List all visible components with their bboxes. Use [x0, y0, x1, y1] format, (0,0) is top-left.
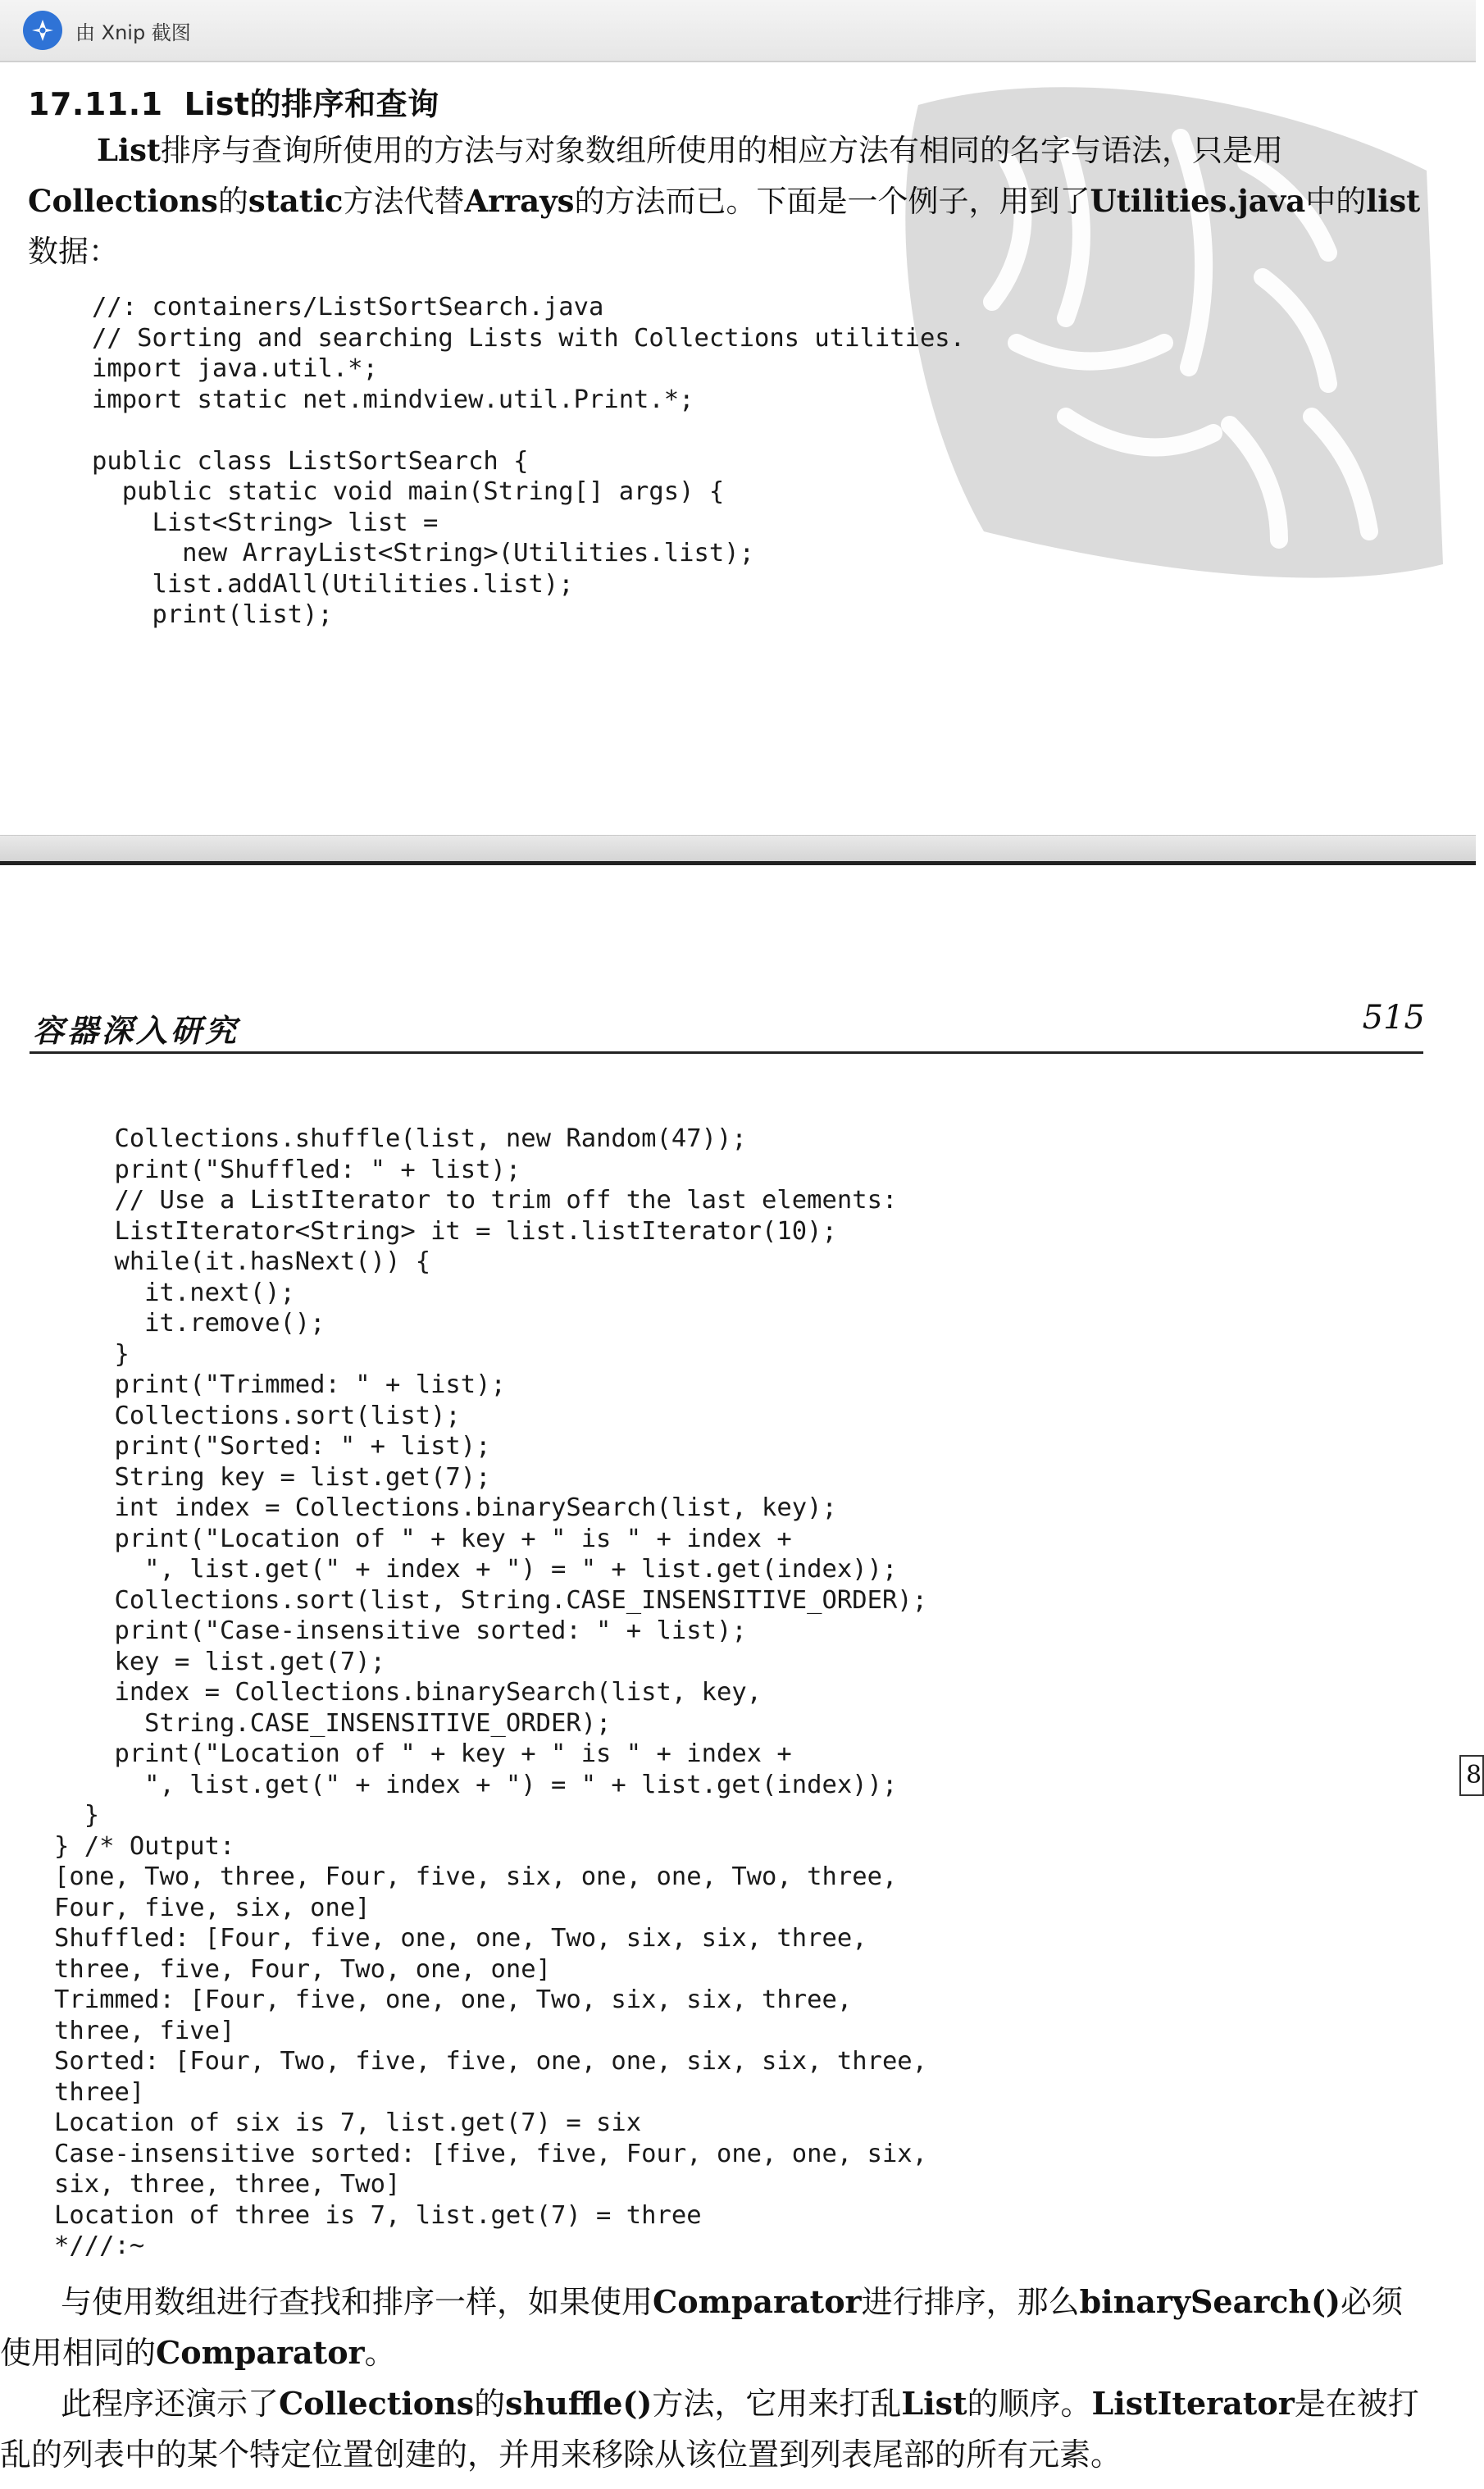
shuffle-paragraph-line-2: 乱的列表中的某个特定位置创建的，并用来移除从该位置到列表尾部的所有元素。 — [0, 2437, 1122, 2473]
margin-mark: 8 — [1459, 1755, 1484, 1796]
running-head: 容器深入研究 — [33, 1012, 240, 1049]
comparator-paragraph-line-1: 与使用数组进行查找和排序一样，如果使用Comparator进行排序，那么binarySearch()必须 — [61, 2283, 1403, 2320]
section-number: 17.11.1 — [28, 86, 163, 122]
top-page-fragment — [0, 64, 1476, 835]
code-listing-part-1: //: containers/ListSortSearch.java // Sorting and searching Lists with Collections utilities. import java.util.*; import static net.mindview.util.Print.*; public class ListSortSearch { public static void main(String[] args) { List<String> list = new ArrayList<String>(Utilities.list); list.addAll(Utilities.list); print(list); — [92, 293, 966, 629]
running-head-rule — [30, 1051, 1423, 1054]
page-separator — [0, 835, 1476, 862]
xnip-app-icon — [23, 11, 62, 50]
comparator-paragraph-line-2: 使用相同的Comparator。 — [0, 2334, 396, 2371]
section-heading — [28, 79, 439, 124]
page-top-rule — [0, 861, 1476, 865]
code-listing-part-2: Collections.shuffle(list, new Random(47)); print("Shuffled: " + list); // Use a ListIterator to trim off the last elements: ListIterator<String> it = list.listIterator(10); while(it.hasNext()) { it.next(); it.remove(); } print("Trimmed: " + list); Collections.sort(list); print("Sorted: " + list); String key = list.get(7); int index = Collections.binarySearch(list, key); print("Location of " + key + " is " + index + ", list.get(" + index + ") = " + list.get(index)); Collections.sort(list, String.CASE_INSENSITIVE_ORDER); print("Case-insensitive sorted: " + list); key = list.get(7); index = Collections.binarySearch(list, key, String.CASE_INSENSITIVE_ORDER); print("Location of " + key + " is " + index + ", list.get(" + index + ") = " + list.get(index)); } } /* Output: [one, Two, three, Four, five, six, one, one, Two, three, Four, five, six, one] Shuffled: [Four, five, one, one, Two, six, six, three, three, five, Four, Two, one, one] Trimmed: [Four, five, one, one, Two, six, six, three, three, five] Sorted: [Four, Two, five, five, one, one, six, six, three, three] Location of six is 7, list.get(7) = six Case-insensitive sorted: [five, five, Four, one, one, six, six, three, three, Two] Location of three is 7, list.get(7) = three *///:~ — [54, 1124, 928, 2260]
page-number: 515 — [1362, 999, 1425, 1037]
intro-paragraph-line-3: 数据： — [28, 234, 119, 269]
intro-paragraph-line-1: List排序与查询所使用的方法与对象数组所使用的相应方法有相同的名字与语法，只是用 — [97, 132, 1283, 168]
window-title: 由 Xnip 截图 — [75, 21, 191, 44]
xnip-title-bar — [0, 0, 1476, 62]
shuffle-paragraph-line-1: 此程序还演示了Collections的shuffle()方法，它用来打乱List的顺序。ListIterator是在被打 — [61, 2385, 1419, 2422]
intro-paragraph-line-2: Collections的static方法代替Arrays的方法而已。下面是一个例子，用到了Utilities.java中的list — [28, 183, 1421, 219]
section-title: List的排序和查询 — [184, 86, 439, 122]
